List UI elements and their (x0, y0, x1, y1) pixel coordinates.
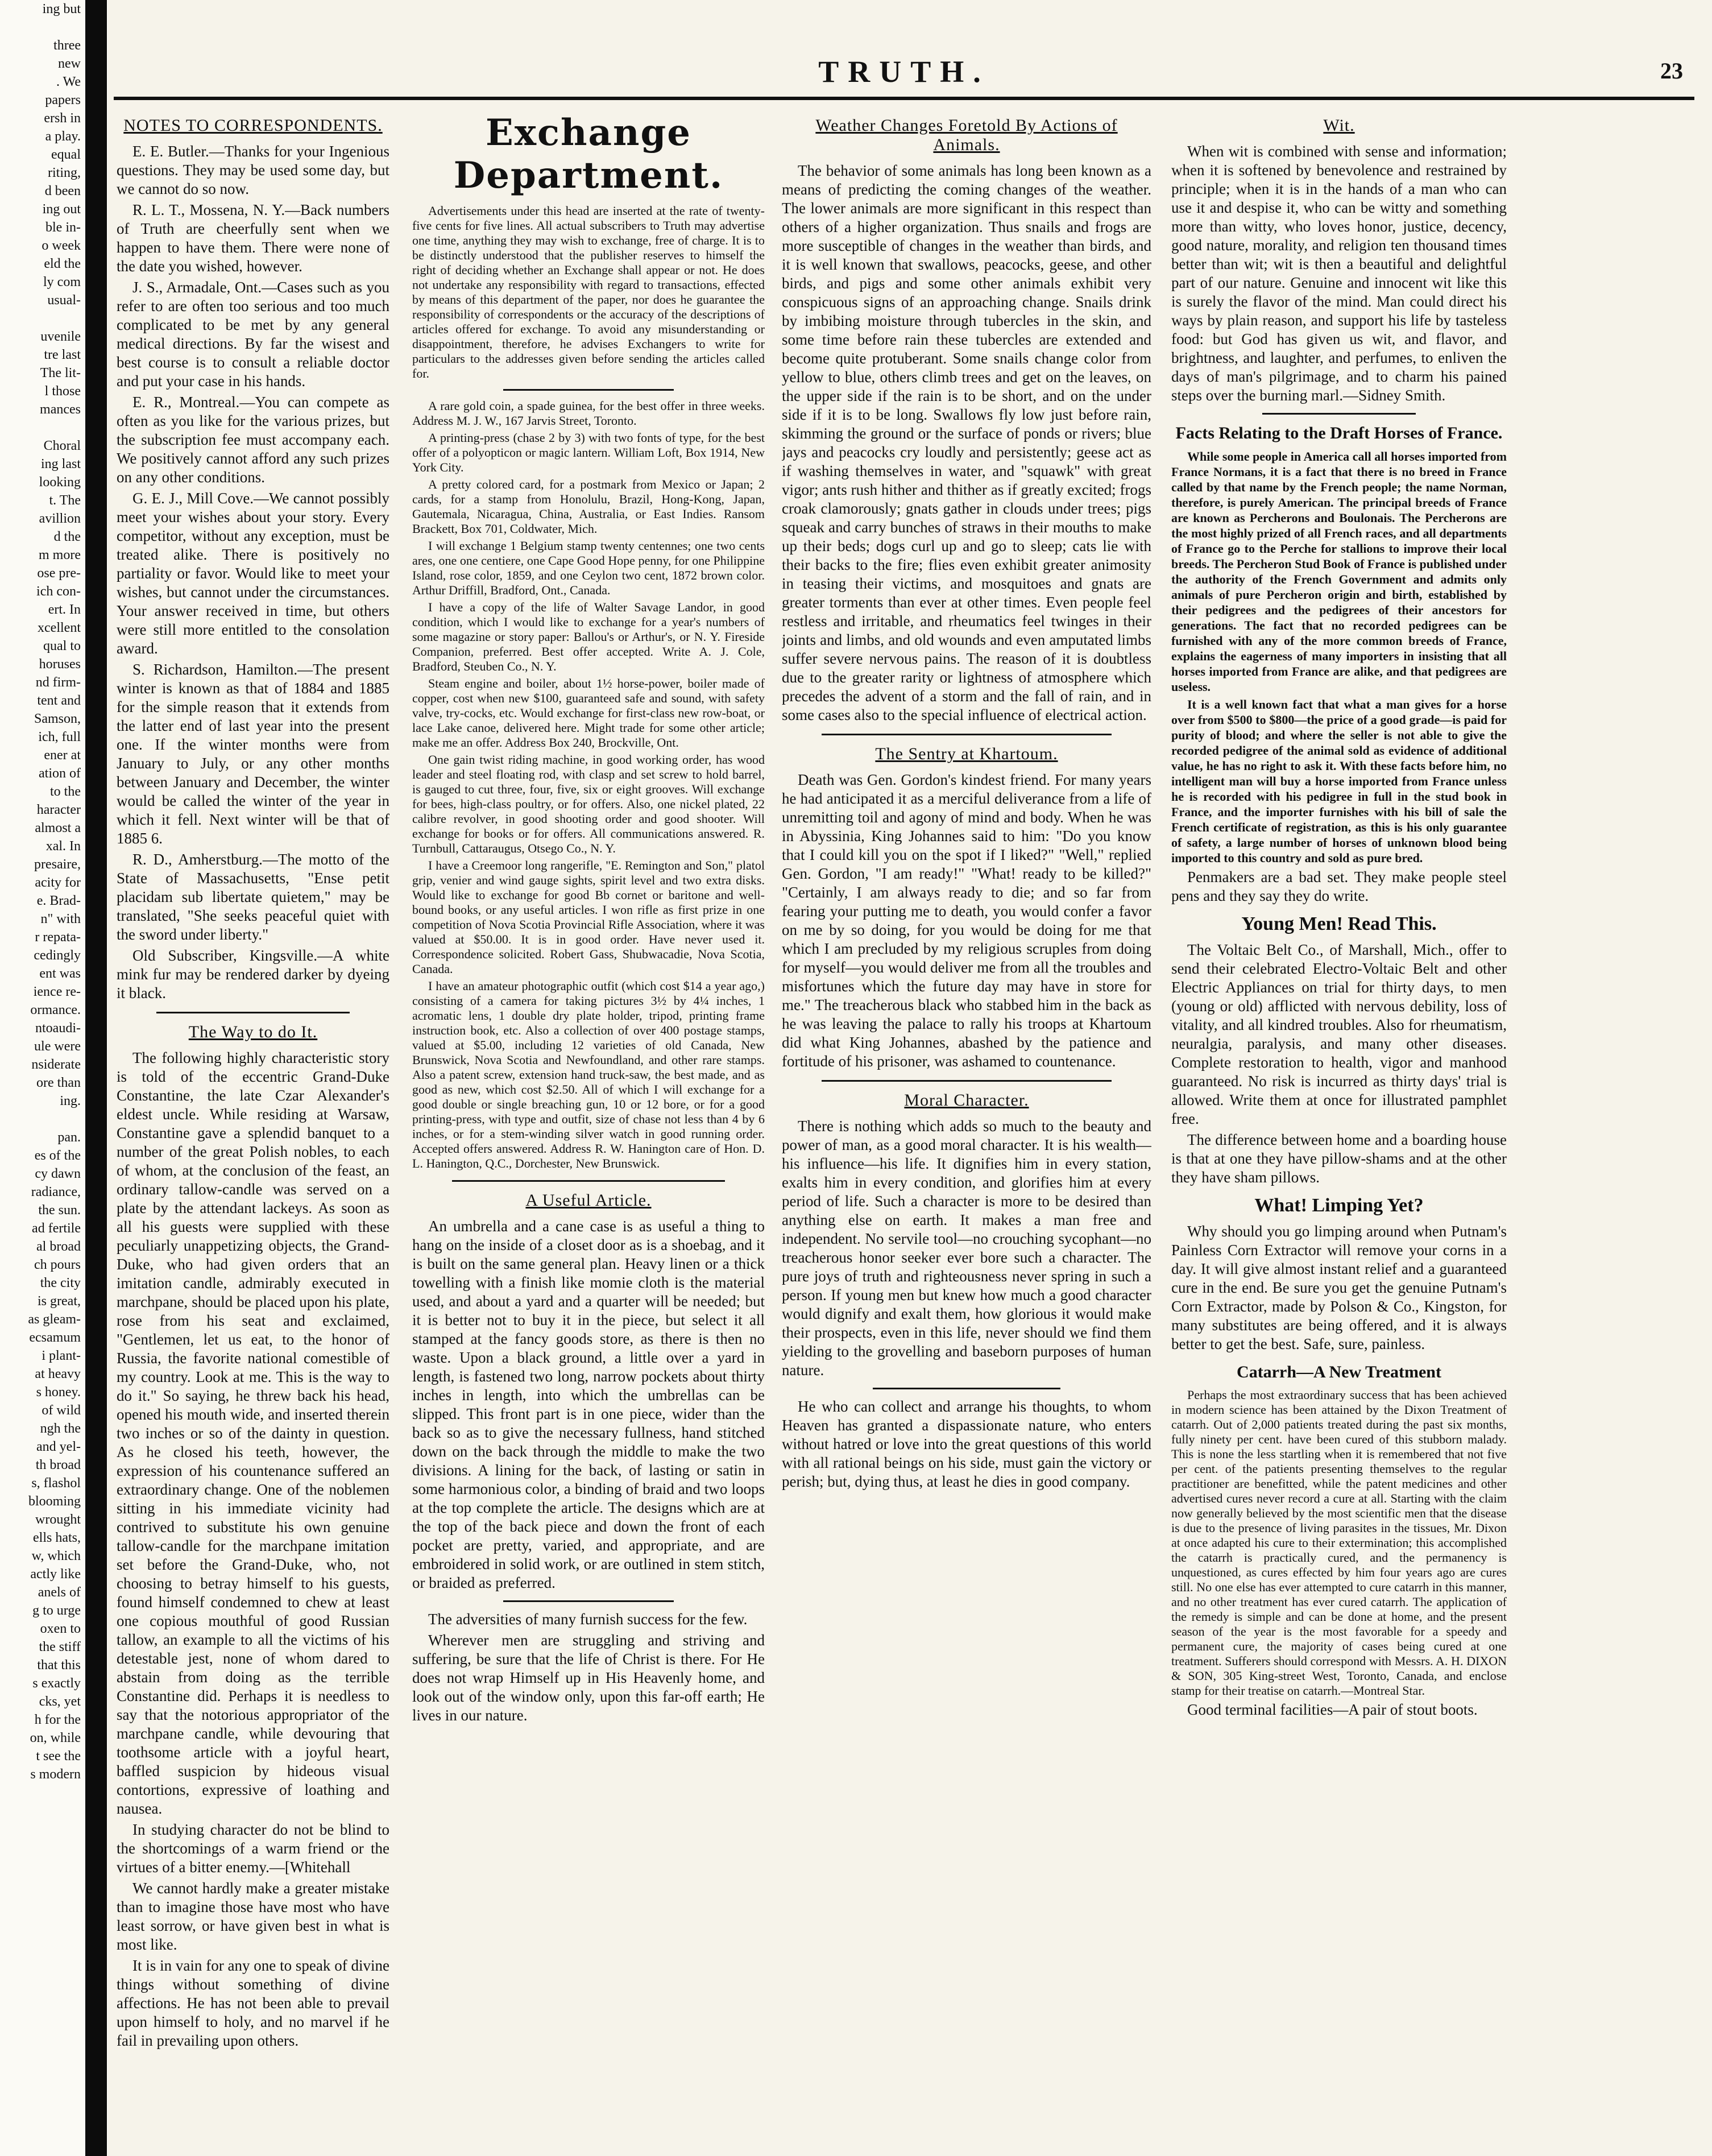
fragment-line: xal. In (45, 839, 81, 854)
fragment-line: ing out (42, 202, 81, 217)
fragment-line: ormance. (30, 1003, 81, 1017)
fragment-line: xcellent (38, 620, 81, 635)
fragment-line: g to urge (32, 1603, 81, 1618)
fragment-line: ent was (39, 966, 81, 981)
fragment-line: papers (45, 93, 81, 107)
paragraph: We cannot hardly make a greater mistake than to imagine those have most who have least sorrow, or have given best in what is most like. (117, 1880, 389, 1953)
paragraph: I have a copy of the life of Walter Savage Landor, in good condition, which I would like to exchange for a year's numbers of some magazine or story paper: Ballou's or Arthur's, or N. Y. Fireside Companion, preferred. Best offer accepted. Write A. J. Cole, Bradford, Steuben Co., N. Y. (412, 600, 765, 673)
paragraph: Old Subscriber, Kingsville.—A white mink fur may be rendered darker by dyeing it black. (117, 947, 389, 1002)
horses-heading: Facts Relating to the Draft Horses of France. (1175, 424, 1503, 442)
fragment-line: looking (39, 475, 81, 490)
fragment-line: three (53, 38, 81, 53)
fragment-line: ert. In (48, 602, 81, 617)
paragraph: One gain twist riding machine, in good working order, has wood leader and steel floating rod, with clasp and set screw to hold barrel, is gauged to cut three, four, five, six or eight grooves. Will exchange for bees, high-class poultry, or for offers. Also, one nickel plated, 22 calibre revolver, in good shooting order and good shooter. Will exchange for books or for offers. All communications answered. R. Turnbull, Cattaraugus, Otsego Co., N. Y. (412, 752, 765, 855)
paragraph: I have an amateur photographic outfit (which cost $14 a year ago,) consisting of a camera for taking pictures 3½ by 4¼ inches, 1 acromatic lens, 1 double dry plate holder, tripod, printing frame instruction book, etc. Also a collection of over 400 postage stamps, valued at $5.00, including 12 varieties of old Canada, New Brunswick, Nova Scotia and Newfoundland, and other rare stamps. Also a patent screw, extension hand truck-saw, the best made, and as good as new, which cost $2.50. All of which I will exchange for a good double or single breaching gun, 10 or 12 bore, or for a good printing-press, with type and outfit, size of chase not less than 4 by 6 inches, or for a stem-winding silver watch in good running order. Accepted offers answered. Address R. W. Hanington care of Hon. D. L. Hanington, Q.C., Dorchester, New Brunswick. (412, 979, 765, 1170)
fragment-line: ells hats, (33, 1530, 81, 1545)
paragraph: A printing-press (chase 2 by 3) with two fonts of type, for the best offer of a polyopticon or magic lantern. William Loft, Box 1914, New York City. (412, 431, 765, 474)
notes-heading: NOTES TO CORRESPONDENTS. (123, 116, 383, 135)
paragraph: It is in vain for any one to speak of divine things without something of divine affections. He has not been able to prevail upon himself to holy, and no marvel if he fail in prevailing upon others. (117, 1957, 389, 2049)
way-heading: The Way to do It. (188, 1023, 318, 1041)
column-3 (782, 108, 1151, 2133)
fragment-line: n" with (40, 912, 81, 926)
way-article (117, 1049, 389, 2050)
fragment-line: w, which (31, 1549, 81, 1563)
fragment-line: cy dawn (35, 1166, 81, 1181)
fragment-line: nsiderate (31, 1057, 81, 1072)
fragment-line: of wild (42, 1403, 81, 1418)
fragment-line: presaire, (34, 857, 81, 872)
exchange-ads (412, 399, 765, 1171)
exchange-intro: Advertisements under this head are inserted at the rate of twenty-five cents for five lines. All actual subscribers to Truth may advertise one time, anything they may wish to exchange, free of charge. It is to be distinctly understood that the publisher reserves to himself the right of deciding whether an Exchange shall appear or not. He does not undertake any responsibility with regard to transactions, effected by means of this department of the paper, nor does he guarantee the responsibility of correspondents or the accuracy of the descriptions of articles offered for exchange. To avoid any misunderstanding or disappointment, therefore, he advises Exchangers to write for particulars to the addresses given before sending the articles called for. (412, 204, 765, 380)
fragment-line: s, flashol (31, 1476, 81, 1491)
fragment-line: actly like (30, 1567, 81, 1582)
column-4 (1171, 108, 1507, 2133)
fragment-line: and yel- (36, 1439, 81, 1454)
weather-text: The behavior of some animals has long been known as a means of predicting the coming changes of the weather. The lower animals are more significant in this respect than others of a higher organization. Thus snails and frogs are more susceptible of changes in the weather than birds, and it is well known that swallows, peacocks, geese, and other birds, and pigs and some other animals exhibit very conspicuous signs of an approaching change. Snails drink by imbibing moisture through tubercles in the skin, and some time before rain these tubercles are extended and become quite protuberant. Some snails change color from yellow to blue, others climb trees and get on the leaves, on the upper side if the rain is to be short, and on the under side if it is to be long. Swallows fly low just before rain, skimming the ground or the surface of ponds or rivers; blue jays and peacocks cry loudly and persistently; geese act as if washing themselves in water, and "squawk" with great vigor; ants rush hither and thither as if greatly excited; frogs croak clamorously; gnats gather in clouds under trees; pigs squeak and carry bunches of straws in their mouths to make up their beds; dogs curl up and go to sleep; cats lie with their backs to the fire; flies even exhibit greater animosity in teasing their victims, and mosquitoes and gnats are greater torments than ever at other times. Even people feel restless and irritable, and rheumatics feel twinges in their joints and limbs, and old wounds and even amputated limbs suffer severe nervous pains. The reason of it is doubtless due to the greater rarity or lightness of atmosphere which precedes the advent of a storm and the fall of rain, and in some cases also to the special influence of electrical action. (782, 162, 1151, 723)
fragment-line: pan. (57, 1130, 81, 1145)
masthead-rule (114, 97, 1694, 100)
moral-heading: Moral Character. (904, 1091, 1029, 1110)
section-divider (503, 389, 674, 391)
paragraph: R. L. T., Mossena, N. Y.—Back numbers of Truth are cheerfully sent when we happen to have them. There were none of the date you wished, however. (117, 201, 389, 275)
sentry-text: Death was Gen. Gordon's kindest friend. For many years he had anticipated it as a merciful deliverance from a life of unremitting toil and agony of mind and body. When he was in Abyssinia, King Johannes said to him: "Do you know that I could kill you on the spot if I liked?" "Well," replied Gen. Gordon, "I am ready!" "What! ready to be killed?" "Certainly, I am always ready to die; and so far from fearing your putting me to death, you would confer a favor on me by so doing, for you would be doing for me that which I am precluded by my religious scruples from doing for myself—you would deliver me from all the troubles and misfortunes which the future day may have in store for me." The treacherous black who stabbed him in the back as he was leaving the palace to rally his troops at Khartoum did what King Johannes, abashed by the patience and fortitude of his prisoner, was ashamed to countenance. (782, 771, 1151, 1070)
paragraph: A pretty colored card, for a postmark from Mexico or Japan; 2 cards, for a stamp from Honolulu, Brazil, Hong-Kong, Japan, Gautemala, Nicaragua, China, Australia, or East Indies. Ransom Brackett, Box 701, Coldwater, Mich. (412, 477, 765, 536)
fragment-line: at heavy (35, 1367, 81, 1381)
paragraph: It is a well known fact that what a man gives for a horse over from $500 to $800—the price of a good grade—is paid for purity of blood; and where the seller is not able to give the recorded pedigree of the animal sold as evidence of additional value, he has no right to ask it. With these facts before him, no intelligent man will buy a horse imported from France unless he is recorded with his pedigree in full in the stud book in France, and the importer furnishes with his bill of sale the French certificate of registration, as this is his only guarantee of safety, a large number of horses of unknown blood being imported to this country and sold as pure bred. (1171, 697, 1507, 865)
fragment-line: ecsamum (29, 1330, 81, 1345)
fragment-line: almost a (35, 821, 81, 835)
wit-text: When wit is combined with sense and information; when it is softened by benevolence and restrained by principle; when it is in the hands of a man who can use it and despise it, who can be witty and something more than witty, who loves honor, justice, decency, good nature, morality, and religion ten thousand times better than wit; wit is then a beautiful and delightful part of our nature. Genuine and innocent wit like this is surely the flavor of the mind. Man could direct his ways by plain reason, and support his life by tasteless food: but God has given us wit, and flavor, and brightness, and laughter, and perfumes, to enliven the days of man's pilgrimage, and to charm his pained steps over the burning marl.—Sidney Smith. (1171, 143, 1507, 404)
fragment-line: ing last (41, 457, 81, 471)
fragment-line: h for the (34, 1712, 81, 1727)
fragment-line: eld the (44, 256, 81, 271)
section-divider (822, 734, 1112, 735)
fragment-line: Choral (43, 438, 81, 453)
catarrh-text: Perhaps the most extraordinary success that has been achieved in modern science has been attained by the Dixon Treatment of catarrh. Out of 2,000 patients treated during the past six months, fully ninety per cent. have been cured of this stubborn malady. This is none the less startling when it is remembered that not five per cent. of the patients presenting themselves to the regular practitioner are benefitted, while the patent medicines and other advertised cures never record a cure at all. Starting with the claim now generally believed by the most scientific men that the disease is due to the presence of living parasites in the tissues, Mr. Dixon at once adapted his cure to their extermination; this accomplished the catarrh is practically cured, and the permanency is unquestioned, as cures effected by him four years ago are cures still. No one else has ever attempted to cure catarrh in this manner, and no other treatment has ever cured catarrh. The application of the remedy is simple and can be done at home, and the present season of the year is the most favorable for a speedy and permanent cure, the majority of cases being cured at one treatment. Sufferers should correspond with Messrs. A. H. DIXON & SON, 305 King-street West, Toronto, Canada, and enclose stamp for their treatise on catarrh.—Montreal Star. (1171, 1388, 1507, 1698)
fragment-line: ore than (36, 1075, 81, 1090)
section-divider (873, 1388, 1060, 1389)
fragment-line: oxen to (40, 1621, 81, 1636)
fragment-line: ing but (42, 2, 81, 16)
fragment-line: o week (42, 238, 81, 253)
fragment-line: ich con- (36, 584, 81, 599)
fragment-line: usual- (47, 293, 81, 308)
fragment-line: s exactly (32, 1676, 81, 1691)
fragment-line: tent and (37, 693, 81, 708)
wit-heading: Wit. (1323, 116, 1355, 135)
fragment-line: ngh the (40, 1421, 81, 1436)
fragment-line: ing. (60, 1094, 81, 1108)
terminal-text: Good terminal facilities—A pair of stout boots. (1187, 1701, 1478, 1718)
fragment-line: m more (39, 548, 81, 562)
paragraph: E. E. Butler.—Thanks for your Ingenious questions. They may be used some day, but we cannot do so now. (117, 143, 389, 197)
notes-list (117, 142, 389, 1003)
fragment-line: t. The (49, 493, 81, 508)
fragment-line: nd firm- (35, 675, 81, 690)
adversities-text: The adversities of many furnish success for the few. (428, 1611, 748, 1628)
weather-heading: Weather Changes Foretold By Actions of Animals. (815, 116, 1118, 154)
young-text: The Voltaic Belt Co., of Marshall, Mich., offer to send their celebrated Electro-Voltaic Belt and other Electric Appliances on trial for thirty days, to men (young or old) afflicted with nervous debility, loss of vitality, and all kindred troubles. Also for rheumatism, neuralgia, paralysis, and many other diseases. Complete restoration to health, vigor and manhood guaranteed. No risk is incurred as thirty days' trial is allowed. Write them at once for illustrated pamphlet free. (1171, 941, 1507, 1127)
useful-text: An umbrella and a cane case is as useful a thing to hang on the inside of a closet door as is a shoebag, and it is built on the same general plan. Heavy linen or a thick towelling with a finish like momie cloth is the material used, and about a yard and a quarter will be needed; but it is better not to buy it in the piece, but select it all stamped at the fancy goods store, as there is then no waste. Upon a black ground, a little over a yard in length, is fastened two long, narrow pockets about thirty inches in length, into which the umbrellas can be slipped. This front part is in one piece, wider than the back so as to give the necessary fullness, hand stitched down on the back through the middle to make the two divisions. A lining for the back, of lasting or satin in some harmonious color, a binding of braid and two loops at the top complete the article. The designs which are at the top of the back piece and down the front of each pocket are pretty, varied, and appropriate, and are embroidered in solid work, or are outlined in stem stitch, or braided as preferred. (412, 1218, 765, 1591)
paragraph: I will exchange 1 Belgium stamp twenty centennes; one two cents ares, one one centiere, one Cape Good Hope penny, for one Philippine Island, rose color, 1859, and one Ceylon two cent, 1872 brown color. Arthur Driffill, Bradford, Ont., Canada. (412, 539, 765, 597)
section-divider (1262, 413, 1416, 415)
section-divider (822, 1080, 1112, 1082)
fragment-line: ose pre- (37, 566, 81, 581)
binding-spine (85, 0, 107, 2156)
paragraph: S. Richardson, Hamilton.—The present winter is known as that of 1884 and 1885 for the simple reason that it extends from the latter end of last year into the present one. If the winter months were from January to July, or any other months between January and December, the winter would be called the winter of the year in which it fell. Next winter will be that of 1885 6. (117, 661, 389, 847)
left-page-edge (0, 0, 108, 2156)
paragraph: The following highly characteristic story is told of the eccentric Grand-Duke Constantine, the late Czar Alexander's eldest uncle. While residing at Warsaw, Constantine gave a splendid banquet to a number of the great Polish nobles, to each of whom, at the conclusion of the feast, an ordinary tallow-candle was served on a plate by the attendant lackeys. As soon as all his guests were supplied with these peculiarly unappetizing objects, the Grand-Duke, who had given orders that an imitation candle, admirably executed in marchpane, should be placed upon his plate, rose from his seat and exclaimed, "Gentlemen, let us eat, to the honor of Russia, the favorite national comestible of my country. Look at me. This is the way to do it." So saying, he threw back his head, opened his mouth wide, and inserted therein two inches or so of the dainty in question. As he closed his teeth, however, the expression of his countenance suffered an extraordinary change. One of the noblemen sitting in his immediate vicinity had contrived to substitute his own genuine tallow-candle for the marchpane imitation set before the Grand-Duke, who, not choosing to betray himself to his guests, found himself condemned to chew at least one copious mouthful of good Russian tallow, an example to all the victims of his detestable jest, none of whom dared to abstain from doing as the terrible Constantine did. Perhaps it is needless to say that the notorious appropriator of the marchpane candle, while devouring that toothsome article with a joyful heart, baffled suspicion by hideous visual contortions, expressive of loathing and nausea. (117, 1049, 389, 1817)
section-divider (452, 1180, 725, 1182)
fragment-line: ch pours (34, 1257, 81, 1272)
useful-heading: A Useful Article. (525, 1191, 652, 1210)
fragment-line: th broad (35, 1458, 81, 1472)
fragment-line: cks, yet (39, 1694, 81, 1709)
fragment-line: ener at (44, 748, 81, 763)
fragment-line: ble in- (45, 220, 81, 235)
limping-text: Why should you go limping around when Putnam's Painless Corn Extractor will remove your corns in a day. It will give almost instant relief and a guaranteed cure in the end. Be sure you get the genuine Putnam's Corn Extractor, made by Polson & Co., Kingston, for many substitutes are being offered, and it is always better to get the best. Safe, sure, painless. (1171, 1223, 1507, 1352)
fragment-line: on, while (30, 1731, 81, 1745)
paragraph: A rare gold coin, a spade guinea, for the best offer in three weeks. Address M. J. W., 167 Jarvis Street, Toronto. (412, 399, 765, 428)
paragraph: J. S., Armadale, Ont.—Cases such as you refer to are often too serious and too much complicated to be met by any general medical directions. By far the wisest and best course is to consult a reliable doctor and put your case in his hands. (117, 279, 389, 390)
fragment-line: ich, full (38, 730, 81, 744)
fragment-line: a play. (45, 129, 81, 144)
fragment-line: d the (53, 529, 81, 544)
fragment-line: r repata- (35, 930, 81, 945)
fragment-line: acity for (35, 875, 81, 890)
fragment-line (0, 18, 81, 36)
fragment-line: . We (56, 75, 81, 89)
paragraph: Steam engine and boiler, about 1½ horse-power, boiler made of copper, cost when new $100, guaranteed safe and sound, with safety valve, try-cocks, etc. Would exchange for first-class new row-boat, or lace Lake canoe, delivered here. Might trade for some other article; make me an offer. Address Box 240, Brockville, Ont. (412, 676, 765, 750)
section-divider (156, 1012, 350, 1013)
fragment-line: ntoaudi- (35, 1021, 81, 1036)
paragraph: I have a Creemoor long rangerifle, "E. Remington and Son," platol grip, venier and wind gauge sights, spirit level and two extra disks. Would like to exchange for good Bb cornet or baritone and well-bound books, or any useful articles. I won rifle as first prize in one competition of Nova Scotia Provincial Rifle Association, where it was valued at $50.00. It is in good order. Have never used it. Correspondence solicited. Robert Gass, Shubwacadie, Nova Scotia, Canada. (412, 858, 765, 976)
paragraph: R. D., Amherstburg.—The motto of the State of Massachusetts, "Ense petit placidam sub libertate quietem," may be translated, "She seeks peaceful quiet with the sword under liberty." (117, 851, 389, 943)
page-number: 23 (1660, 58, 1683, 84)
section-divider (503, 1600, 674, 1602)
fragment-line: e. Brad- (36, 893, 81, 908)
fragment-line: s honey. (36, 1385, 81, 1400)
fragment-line: al broad (36, 1239, 81, 1254)
fragment-line: equal (51, 147, 81, 162)
exchange-heading: Exchange Department. (453, 111, 724, 197)
fragment-line: riting, (48, 165, 81, 180)
paragraph: While some people in America call all horses imported from France Normans, it is a fact that there is no breed in France called by that name by the French people; the name Norman, therefore, is purely American. The principal breeds of France are known as Percherons and Boulonais. The Percherons are the most highly prized of all French races, and all departments of France go to the Perche for stallions to improve their local breeds. The Percheron Stud Book of France is published under the authority of the French Government and admits only animals of pure Percheron origin and birth, established by their pedigrees and the pedigrees of their ancestors for generations. The fact that no recorded pedigrees can be furnished with any of the more common breeds of France, explains the eagerness of many importers in insisting that all horses imported from France are alike, and that pedigrees are useless. (1171, 449, 1507, 694)
fragment-line: ience re- (33, 984, 81, 999)
fragment-line: s modern (30, 1767, 81, 1782)
fragment-line: ation of (39, 766, 81, 781)
moral-text: There is nothing which adds so much to the beauty and power of man, as a good moral character. It is his wealth—his influence—his life. It dignifies him in every station, exalts him in every condition, and glorifies him at every period of life. Such a character is more to be desired than anything else on earth. It makes a man free and independent. No servile tool—no crouching sycophant—no treacherous honor seeker ever bore such a character. The pure joys of truth and righteousness never spring in such a person. If young men but knew how much a good character would dignify and exalt them, how glorious it would make their prospects, even in this life, never should we find them yielding to the grovelling and baseborn purposes of human nature. (782, 1118, 1151, 1379)
fragment-line: tre last (44, 347, 81, 362)
fragment-line (0, 1110, 81, 1128)
fragment-line: The lit- (40, 366, 81, 380)
fragment-line: d been (44, 184, 81, 198)
paragraph: G. E. J., Mill Cove.—We cannot possibly meet your wishes about your story. Every competitor, without any exception, must be treated alike. There is positively no partiality or favor. Would like to meet your wishes, but cannot under the circumstances. Your answer received in time, but others were still more entitled to the consolation award. (117, 490, 389, 657)
limping-heading: What! Limping Yet? (1254, 1195, 1424, 1216)
fragment-line: as gleam- (28, 1312, 81, 1327)
fragment-line: the stiff (39, 1640, 81, 1654)
fragment-line: mances (40, 402, 81, 417)
sentry-heading: The Sentry at Khartoum. (875, 744, 1058, 763)
fragment-line: ersh in (44, 111, 81, 126)
fragment-line: radiance, (31, 1185, 81, 1199)
fragment-line: the city (40, 1276, 81, 1290)
fragment-line: blooming (28, 1494, 81, 1509)
fragment-line: qual to (43, 639, 81, 653)
fragment-line: horuses (39, 657, 81, 672)
adjacent-page-fragment (0, 0, 81, 2156)
fragment-line: Samson, (34, 711, 81, 726)
fragment-line: to the (50, 784, 81, 799)
collect-text: He who can collect and arrange his thoughts, to whom Heaven has granted a dispassionate nature, who enters without hatred or love into the great questions of this world with all rational beings on his side, must gain the victory or perish; but, dying thus, at least he dies in good company. (782, 1398, 1151, 1490)
fragment-line (0, 309, 81, 328)
column-2 (412, 108, 765, 2133)
fragment-line: is great, (38, 1294, 81, 1309)
catarrh-heading: Catarrh—A New Treatment (1237, 1363, 1441, 1381)
fragment-line: ly com (43, 275, 81, 289)
fragment-line: the sun. (38, 1203, 81, 1218)
fragment-line: ad fertile (32, 1221, 81, 1236)
fragment-line: avillion (39, 511, 81, 526)
fragment-line: wrought (35, 1512, 81, 1527)
penmakers-text: Penmakers are a bad set. They make people steel pens and they say they do write. (1171, 868, 1507, 904)
fragment-line (0, 419, 81, 437)
paragraph: E. R., Montreal.—You can compete as often as you like for the various prizes, but the subscription fee must accompany each. We positively cannot afford any such prizes on any other conditions. (117, 394, 389, 486)
fragment-line: new (58, 56, 81, 71)
fragment-line: that this (37, 1658, 81, 1673)
fragment-line: uvenile (40, 329, 81, 344)
fragment-line: i plant- (42, 1348, 81, 1363)
fragment-line: es of the (34, 1148, 81, 1163)
difference-text: The difference between home and a boarding house is that at one they have pillow-shams and at the other they have sham pillows. (1171, 1131, 1507, 1186)
fragment-line: l those (44, 384, 81, 399)
fragment-line: haracter (36, 802, 81, 817)
young-heading: Young Men! Read This. (1241, 913, 1437, 934)
column-1 (117, 108, 389, 2133)
paragraph: In studying character do not be blind to the shortcomings of a warm friend or the virtues of a bitter enemy.—[Whitehall (117, 1821, 389, 1876)
fragment-line: ule were (34, 1039, 81, 1054)
fragment-line: anels of (38, 1585, 81, 1600)
fragment-line: cedingly (34, 948, 81, 963)
wherever-text: Wherever men are struggling and striving and suffering, be sure that the life of Christ is there. For He does not wrap Himself up in His Heavenly home, and look out of the window only, upon this far-off earth; He lives in our nature. (412, 1632, 765, 1724)
newspaper-title: TRUTH. (818, 55, 990, 89)
fragment-line: t see the (36, 1749, 81, 1764)
horses-article (1171, 449, 1507, 866)
